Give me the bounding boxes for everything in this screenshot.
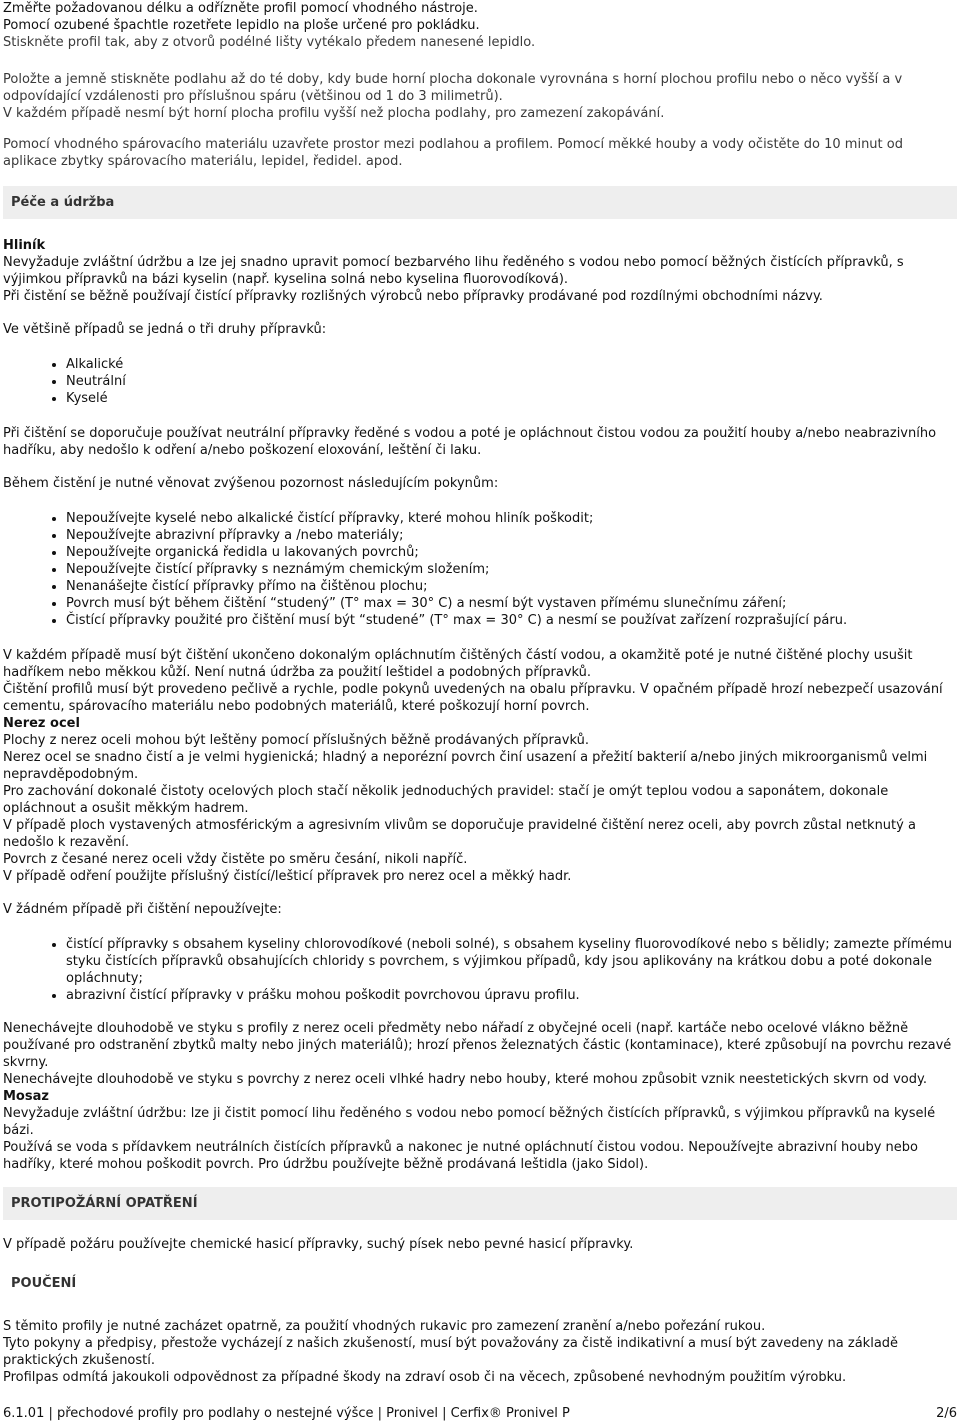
brass-paragraph-1: Nevyžaduje zvláštní údržbu: lze ji čistit pomocí lihu ředěného s vodou nebo pomocí běžných čistících přípravků, s výjimkou přípravků na kyselé bázi. — [3, 1106, 936, 1138]
subheading-brass: Mosaz — [3, 1089, 49, 1104]
list-item: • abrazivní čistící přípravky v prášku mohou poškodit povrchovou úpravu profilu. — [66, 987, 957, 1004]
steel-paragraph-3: Pro zachování dokonalé čistoty ocelových ploch stačí několik jednoduchých pravidel: stačí je omýt teplou vodou a saponátem, dokonale opláchnout a osušit měkkým hadrem. — [3, 784, 889, 816]
steel-paragraph-1: Plochy z nerez oceli mohou být leštěny pomocí příslušných běžně prodávaných přípravků. — [3, 733, 589, 748]
intro-line-3: Stiskněte profil tak, aby z otvorů podélné lišty vytékalo předem nanesené lepidlo. — [3, 35, 536, 50]
intro-paragraph-3: Pomocí vhodného spárovacího materiálu uzavřete prostor mezi podlahou a profilem. Pomocí měkké houby a vody očistěte do 10 minut od aplikace zbytky spárovacího materiálu, lepidel, ředidel. apod. — [3, 137, 903, 169]
intro-line-1: Změřte požadovanou délku a odřízněte profil pomocí vhodného nástroje. — [3, 1, 478, 16]
cleaner-types-list — [3, 356, 957, 407]
section-heading-advice: POUČENÍ — [3, 1267, 957, 1300]
aluminium-paragraph-2: Při čistění se běžně používají čistící přípravky rozlišných výrobců nebo přípravky prodávané pod rozdílnými obchodními názvy. — [3, 289, 823, 304]
aluminium-paragraph-6: V každém případě musí být čištění ukončeno dokonalým opláchnutím čištěných částí vodou, a okamžitě poté je nutné čištěné plochy usušit hadříkem nebo měkkou kůží. Není nutná údržba za použití leštidel a podobných přípravků. — [3, 648, 913, 680]
aluminium-paragraph-4: Při čištění se doporučuje používat neutrální přípravky ředěné s vodou a poté je opláchnout čistou vodou za použití houby a/nebo neabrazivního hadříku, aby nedošlo k odření a/nebo poškození eloxování, leštění či laku. — [3, 426, 937, 458]
list-item: • Nepoužívejte abrazivní přípravky a /nebo materiály; — [66, 527, 957, 544]
list-item: • Nepoužívejte čistící přípravky s neznámým chemickým složením; — [66, 561, 957, 578]
list-item: • Neutrální — [66, 373, 957, 390]
list-item: • Povrch musí být během čištění “studený” (T° max = 30° C) a nesmí být vystaven přímému slunečnímu záření; — [66, 595, 957, 612]
list-item: • Nepoužívejte organická ředidla u lakovaných povrchů; — [66, 544, 957, 561]
intro-line-2: Pomocí ozubené špachtle rozetřete lepidlo na ploše určené pro pokládku. — [3, 18, 480, 33]
document-page — [3, 0, 957, 1386]
advice-paragraph-1: S těmito profily je nutné zacházet opatrně, za použití vhodných rukavic pro zamezení zranění a/nebo pořezání rukou. — [3, 1319, 766, 1334]
page-footer — [3, 1405, 957, 1422]
aluminium-rules-list — [3, 510, 957, 629]
steel-rules-list — [3, 936, 957, 1004]
steel-paragraph-5: Povrch z česané nerez oceli vždy čistěte po směru česání, nikoli napříč. — [3, 852, 468, 867]
footer-text: 6.1.01 | přechodové profily pro podlahy o nestejné výšce | Pronivel | Cerfix® Pronivel P — [3, 1406, 570, 1421]
subheading-steel: Nerez ocel — [3, 716, 80, 731]
intro-paragraph-2: V každém případě nesmí být horní plocha profilu vyšší než plocha podlahy, pro zamezení zakopávání. — [3, 106, 665, 121]
list-item: • Nepoužívejte kyselé nebo alkalické čistící přípravky, které mohou hliník poškodit; — [66, 510, 957, 527]
steel-paragraph-6: V případě odření použijte příslušný čistící/lešticí přípravek pro nerez ocel a měkký hadr. — [3, 869, 572, 884]
list-item: • čistící přípravky s obsahem kyseliny chlorovodíkové (neboli solné), s obsahem kyseliny fluorovodíkové nebo s bělidly; zamezte přímému styku čistících přípravků obsahujících chloridy s povrchem, s výjimkou případů, kdy jsou aplikovány na krátkou dobu a poté dokonale opláchnuty; — [66, 936, 957, 987]
aluminium-paragraph-7: Čištění profilů musí být provedeno pečlivě a rychle, podle pokynů uvedených na obalu přípravku. V opačném případě hrozí nebezpečí usazování cementu, spárovacího materiálu nebo podobných materiálů, které poškozují horní povrch. — [3, 682, 943, 714]
advice-paragraph-2: Tyto pokyny a předpisy, přestože vycházejí z našich zkušeností, musí být považovány za čistě indikativní a musí být zavedeny na základě praktických zkušeností. — [3, 1336, 899, 1368]
fire-paragraph: V případě požáru používejte chemické hasicí přípravky, suchý písek nebo pevné hasicí přípravky. — [3, 1237, 634, 1252]
subheading-aluminium: Hliník — [3, 238, 46, 253]
list-item: • Alkalické — [66, 356, 957, 373]
intro-paragraph-1: Položte a jemně stiskněte podlahu až do té doby, kdy bude horní plocha dokonale vyrovnána s horní plochou profilu nebo o něco vyšší a v odpovídající vzdálenosti pro příslušnou spáru (většinou od 1 do 3 milimetrů). — [3, 72, 903, 104]
advice-paragraph-3: Profilpas odmítá jakoukoli odpovědnost za případné škody na zdraví osob či na věcech, způsobené nevhodným použitím výrobku. — [3, 1370, 847, 1385]
steel-paragraph-4: V případě ploch vystavených atmosférickým a agresivním vlivům se doporučuje pravidelné čištění nerez oceli, aby povrch zůstal netknutý a nedošlo k rezavění. — [3, 818, 916, 850]
steel-paragraph-2: Nerez ocel se snadno čistí a je velmi hygienická; hladný a neporézní povrch činí usazení a přežití bakterií a/nebo jiných mikroorganismů velmi nepravděpodobným. — [3, 750, 928, 782]
brass-paragraph-2: Používá se voda s přídavkem neutrálních čistících přípravků a nakonec je nutné opláchnutí čistou vodou. Nepoužívejte abrazivní houby nebo hadříky, které mohou poškodit povrch. Pro údržbu používejte běžně prodávaná leštidla (jako Sidol). — [3, 1140, 918, 1172]
aluminium-paragraph-1: Nevyžaduje zvláštní údržbu a lze jej snadno upravit pomocí bezbarvého lihu ředěného s vodou nebo pomocí běžných čistících přípravků, s výjimkou přípravků na bázi kyselin (např. kyselina solná nebo kyselina fluorovodíková). — [3, 255, 904, 287]
list-item: • Nenanášejte čistící přípravky přímo na čištěnou plochu; — [66, 578, 957, 595]
section-heading-fire: PROTIPOŽÁRNÍ OPATŘENÍ — [3, 1187, 957, 1220]
section-heading-care: Péče a údržba — [3, 186, 957, 219]
list-item: • Čistící přípravky použité pro čištění musí být “studené” (T° max = 30° C) a nesmí se používat zařízení rozprašující páru. — [66, 612, 957, 629]
steel-paragraph-7: V žádném případě při čištění nepoužívejte: — [3, 902, 282, 917]
page-number: 2/6 — [936, 1406, 957, 1421]
steel-paragraph-9: Nenechávejte dlouhodobě ve styku s povrchy z nerez oceli vlhké hadry nebo houby, které mohou způsobit vznik neestetických skvrn od vody. — [3, 1072, 927, 1087]
aluminium-paragraph-5: Během čistění je nutné věnovat zvýšenou pozornost následujícím pokynům: — [3, 476, 499, 491]
list-item: • Kyselé — [66, 390, 957, 407]
aluminium-paragraph-3: Ve většině případů se jedná o tři druhy přípravků: — [3, 322, 327, 337]
steel-paragraph-8: Nenechávejte dlouhodobě ve styku s profily z nerez oceli předměty nebo nářadí z obyčejné oceli (např. kartáče nebo ocelové vlákno běžně používané pro odstranění zbytků malty nebo jiných materiálů); hrozí přenos železnatých částic (kontaminace), které způsobují na povrchu rezavé skvrny. — [3, 1021, 952, 1070]
